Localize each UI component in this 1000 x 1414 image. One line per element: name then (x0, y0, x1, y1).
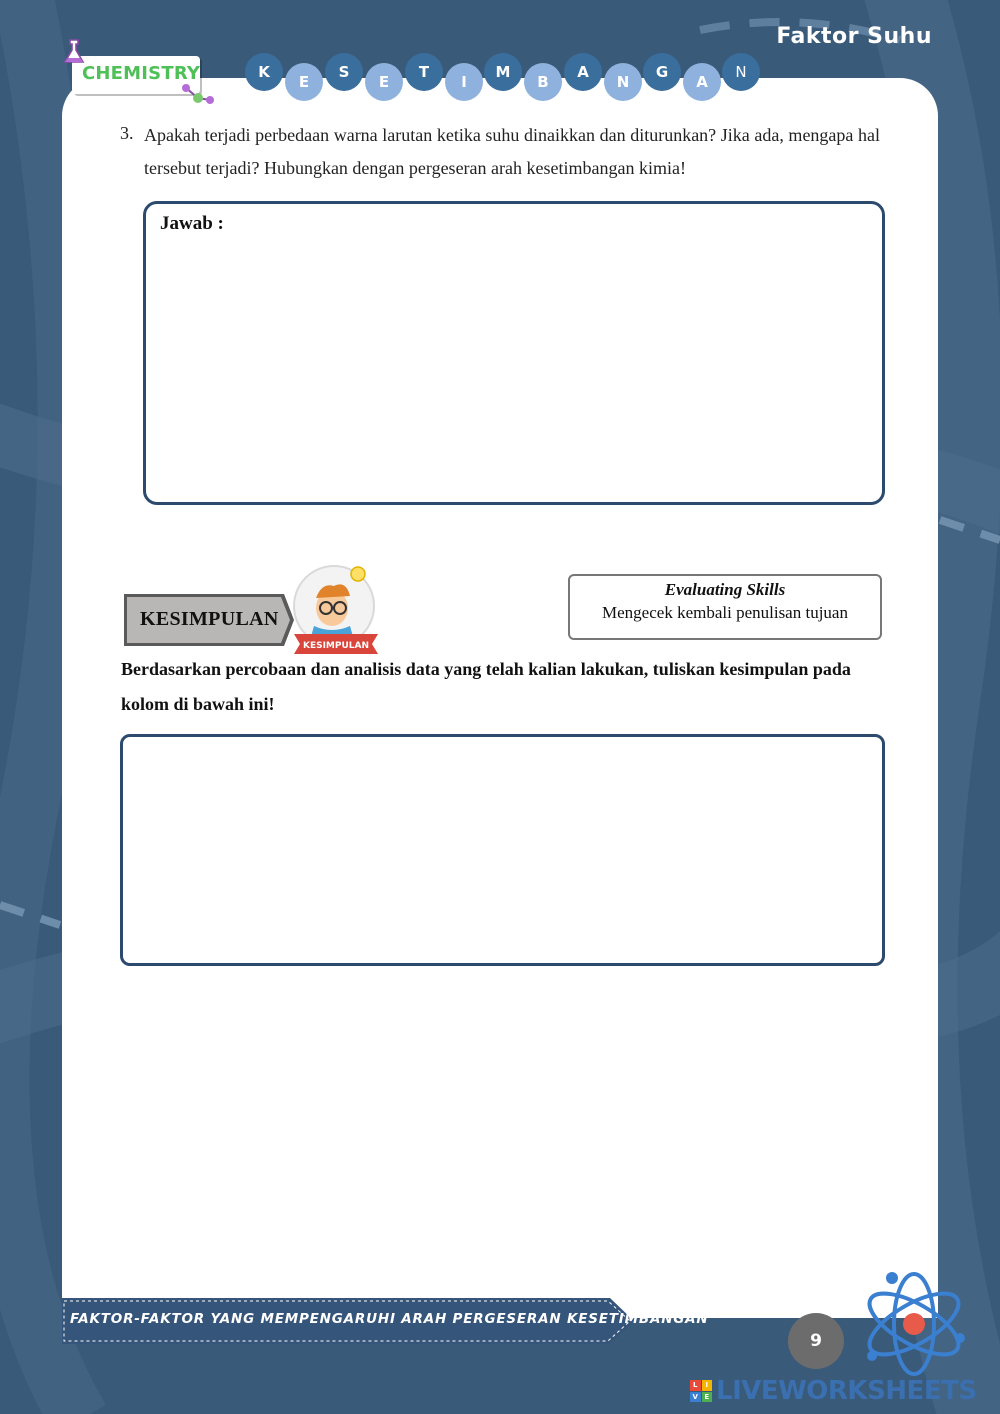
kesimpulan-label: KESIMPULAN (140, 608, 279, 630)
mascot-ribbon-text: KESIMPULAN (302, 641, 370, 651)
letter-bubble: I (445, 63, 483, 101)
evaluating-skills-subtitle: Mengecek kembali penulisan tujuan (602, 603, 848, 622)
evaluating-skills-title: Evaluating Skills (664, 580, 786, 599)
letter-bubble: E (365, 63, 403, 101)
letter-bubble: M (484, 53, 522, 91)
answer-label: Jawab : (160, 213, 224, 234)
letter-bubble: K (245, 53, 283, 91)
page-header-title: Faktor Suhu (776, 24, 932, 49)
scientist-mascot-icon (288, 564, 384, 656)
letter-bubble: N (604, 63, 642, 101)
letter-bubble: S (325, 53, 363, 91)
conclusion-instruction: Berdasarkan percobaan dan analisis data yang telah kalian lakukan, tuliskan kesimpulan pada kolom di bawah ini! (121, 659, 851, 714)
liveworksheets-watermark (690, 1374, 977, 1408)
letter-bubble: E (285, 63, 323, 101)
letter-bubble: A (683, 63, 721, 101)
letter-bubble: N (722, 53, 760, 91)
logo-text: CHEMISTRY (82, 63, 201, 84)
letter-bubble: A (564, 53, 602, 91)
answer-textbox[interactable] (143, 201, 885, 505)
footer-banner-text: FAKTOR-FAKTOR YANG MEMPENGARUHI ARAH PERGESERAN KESETIMBANGAN (70, 1311, 709, 1327)
liveworksheets-logo-icon: L I V E (690, 1380, 712, 1402)
letter-bubble: G (643, 53, 681, 91)
page-number: 9 (788, 1313, 844, 1369)
atom-icon (852, 1264, 972, 1384)
chemistry-logo (72, 56, 200, 94)
letter-bubble: T (405, 53, 443, 91)
letter-bubble: B (524, 63, 562, 101)
question-number: 3. (120, 123, 134, 143)
question-text: Apakah terjadi perbedaan warna larutan ketika suhu dinaikkan dan diturunkan? Jika ada, mengapa hal tersebut terjadi? Hubungkan dengan pergeseran arah kesetimbangan kimia! (144, 125, 880, 178)
watermark-text: LIVEWORKSHEETS (716, 1376, 977, 1406)
flask-icon (60, 38, 88, 66)
molecule-icon (178, 82, 218, 108)
conclusion-textbox[interactable] (120, 734, 885, 966)
